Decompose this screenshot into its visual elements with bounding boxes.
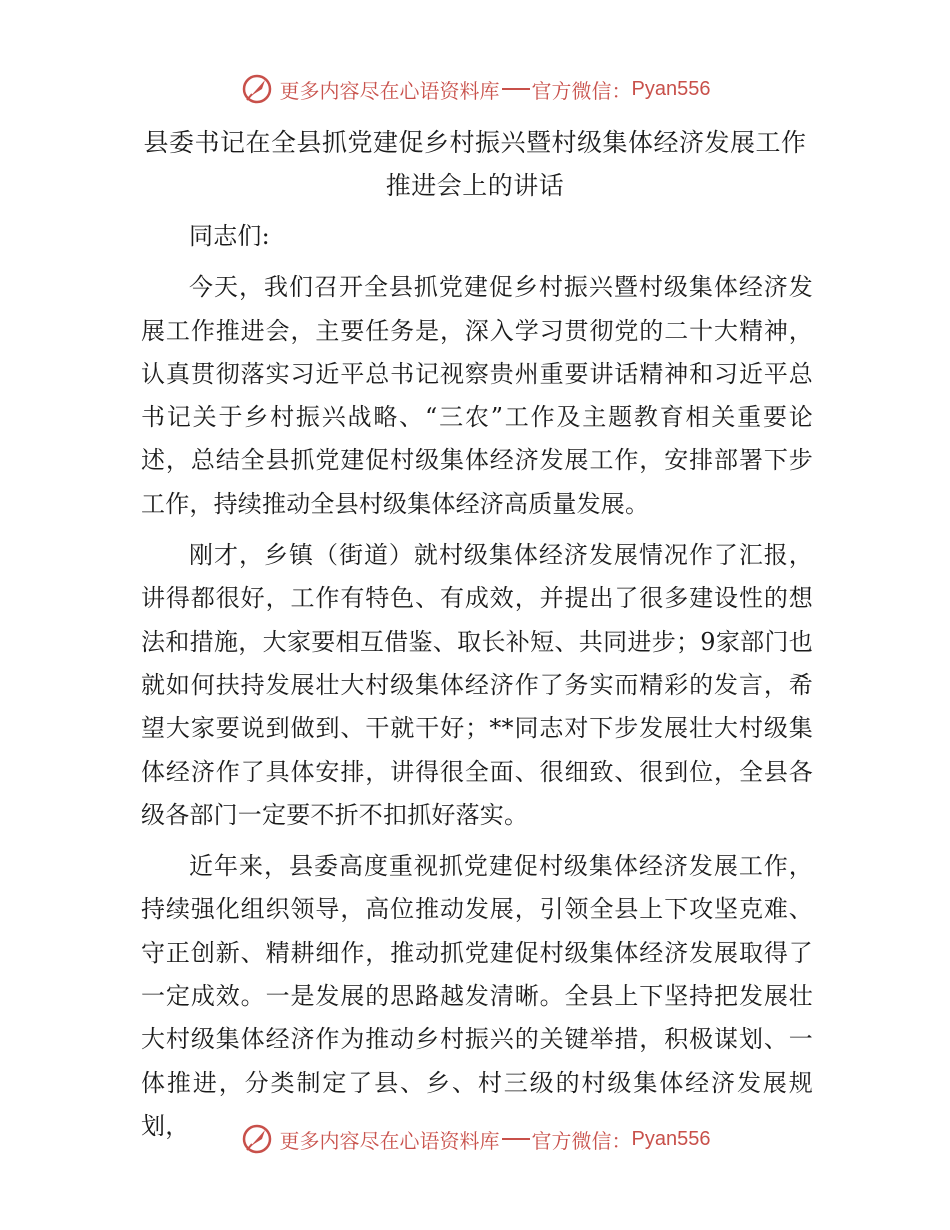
banner-wechat-id: Pyan556 bbox=[631, 1127, 711, 1150]
feather-pen-logo-icon bbox=[240, 72, 274, 106]
banner-wechat-label: 官方微信： bbox=[531, 78, 632, 103]
feather-pen-logo-icon bbox=[240, 1122, 274, 1156]
document-body bbox=[141, 215, 813, 1156]
banner-text: 更多内容尽在心语资料库 bbox=[279, 1128, 500, 1153]
paragraph: 今天，我们召开全县抓党建促乡村振兴暨村级集体经济发展工作推进会，主要任务是，深入学习贯彻党的二十大精神，认真贯彻落实习近平总书记视察贵州重要讲话精神和习近平总书记关于乡村振兴战略、“三农”工作及主题教育相关重要论述，总结全县抓党建促村级集体经济发展工作，安排部署下步工作，持续推动全县村级集体经济高质量发展。 bbox=[141, 273, 813, 518]
banner-wechat-id: Pyan556 bbox=[631, 77, 711, 100]
salutation: 同志们: bbox=[189, 222, 270, 250]
banner-dash bbox=[502, 88, 530, 90]
paragraph: 刚才，乡镇（街道）就村级集体经济发展情况作了汇报，讲得都很好，工作有特色、有成效，并提出了很多建设性的想法和措施，大家要相互借鉴、取长补短、共同进步；9家部门也就如何扶持发展壮大村级集体经济作了务实而精彩的发言，希望大家要说到做到、干就干好；**同志对下步发展壮大村级集体经济作了具体安排，讲得很全面、很细致、很到位，全县各级各部门一定要不折不扣抓好落实。 bbox=[141, 541, 813, 829]
footer-banner bbox=[0, 1119, 950, 1159]
paragraph: 近年来，县委高度重视抓党建促村级集体经济发展工作，持续强化组织领导，高位推动发展，引领全县上下攻坚克难、守正创新、精耕细作，推动抓党建促村级集体经济发展取得了一定成效。一是发展的思路越发清晰。全县上下坚持把发展壮大村级集体经济作为推动乡村振兴的关键举措，积极谋划、一体推进，分类制定了县、乡、村三级的村级集体经济发展规划， bbox=[141, 852, 813, 1140]
document-title: 县委书记在全县抓党建促乡村振兴暨村级集体经济发展工作推进会上的讲话 bbox=[143, 128, 807, 200]
banner-dash bbox=[502, 1138, 530, 1140]
banner-text: 更多内容尽在心语资料库 bbox=[279, 78, 500, 103]
header-banner bbox=[0, 69, 950, 109]
banner-wechat-label: 官方微信： bbox=[531, 1128, 632, 1153]
